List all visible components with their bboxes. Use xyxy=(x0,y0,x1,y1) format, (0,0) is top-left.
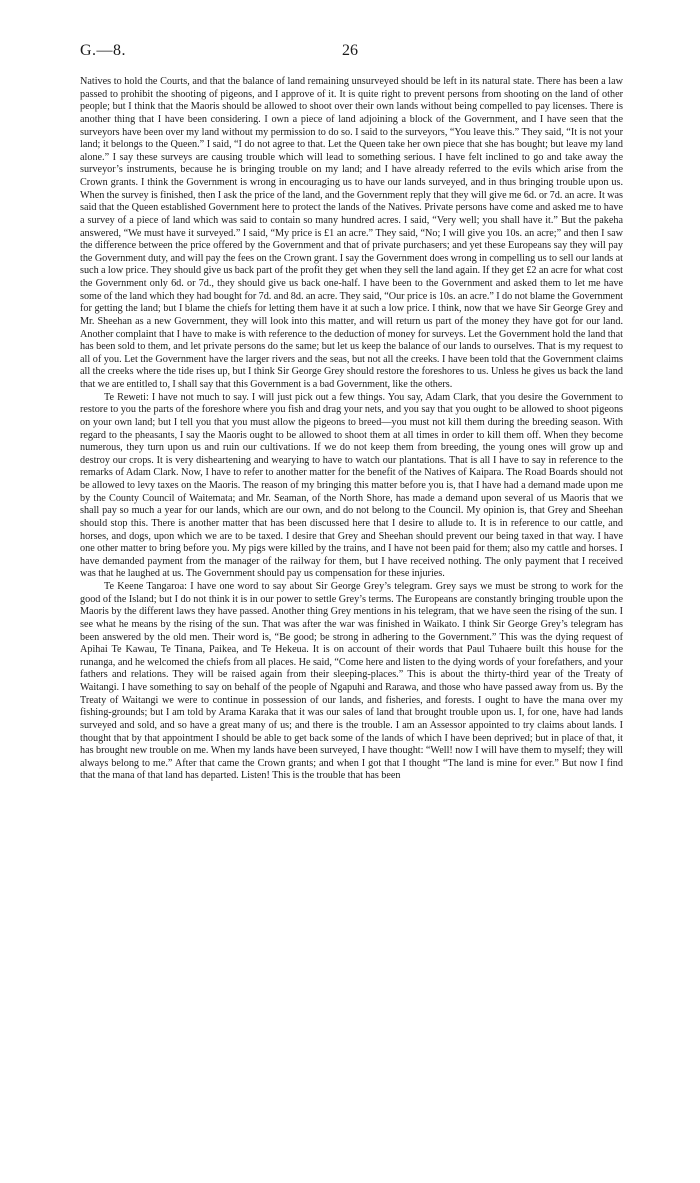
document-code: G.—8. xyxy=(80,42,127,59)
speaker-name: Te Reweti xyxy=(104,391,146,403)
page-header xyxy=(80,42,620,64)
paragraph-text: : I have not much to say. I will just pick out a few things. You say, Adam Clark, that you desire the Government to restore to you the parts of the foreshore where you fish and drag your nets, and you say that you ought to be allowed to shoot pigeons on your own land; but I tell you that you must allow the pigeons to breed—you must not kill them during the breeding season. With regard to the pheasants, I say the Maoris ought to be allowed to shoot them at all times in order to kill them off. When they become numerous, they turn upon us and ruin our cultivations. If we do not keep them from breeding, the young ones will grow up and destroy our crops. It is very disheartening and wearying to have to watch our plantations. That is all I have to say in reference to the remarks of Adam Clark. Now, I have to refer to another matter for the benefit of the Natives of Kaipara. The Road Boards should not be allowed to levy taxes on the Maoris. The reason of my bringing this matter before you is, that I have had a demand made upon me by the County Council of Waitemata; and Mr. Seaman, of the North Shore, has made a demand upon several of us Maoris that we shall pay so much a year for our lands, which are our own, and do not belong to the Council. My opinion is, that Grey and Sheehan should stop this. There is another matter that has been discussed here that I desire to allude to. It is in reference to our cattle, and horses, and dogs, upon which we are to be taxed. I desire that Grey and Sheehan should prevent our being taxed in that way. I have one other matter to bring before you. My pigs were killed by the trains, and I have not been paid for them; also my cattle and horses. I have demanded payment from the manager of the railway for them, but I have received nothing. The only payment that I received was that he laughed at us. The Government should pay us compensation for these injuries. xyxy=(80,391,623,580)
body-text xyxy=(80,76,623,783)
paragraph-text: Natives to hold the Courts, and that the balance of land remaining unsurveyed should be left in its natural state. There has been a law passed to prohibit the shooting of pigeons, and I approve of it. It is quite right to prevent persons from shooting on the land of other people; but I think that the Maoris should be allowed to shoot over their own lands without being compelled to pay licenses. There is another thing that I have been considering. I own a piece of land adjoining a block of the Government, and I have seen that the surveyors have been over my land without my permission to do so. I said to the surveyors, “You leave this.” They said, “It is not your land; it belongs to the Queen.” I said, “I do not agree to that. Let the Queen take her own piece that she has bought; but leave my land alone.” I say these surveys are causing trouble which will lead to something serious. I have felt inclined to go and take away the surveyor’s instruments, because he is bringing trouble on my land; and I have already referred to the evils which arise from the Crown grants. I think the Government is wrong in encouraging us to have our lands surveyed, and in thus bringing trouble upon us. When the survey is finished, then I ask the price of the land, and the Government reply that they will give me 6d. or 7d. an acre. It was said that the Queen established Government here to protect the lands of the Natives. Private persons have come and asked me to have a survey of a piece of land which was said to contain so many hundred acres. I said, “Very well; you shall have it.” But the pakeha answered, “We must have it surveyed.” I said, “My price is £1 an acre.” They said, “No; I will give you 10s. an acre;” and then I saw the difference between the price offered by the Government and that of private purchasers; and yet these Europeans say they will pay the Government duty, and will pay the fees on the Crown grant. I say the Government does wrong in compelling us to sell our lands at such a low price. They should give us back part of the profit they get when they sell the land again. If they get £2 an acre for what cost the Government only 6d. or 7d., they should give us back one-half. I have been to the Government and asked them to let me have some of the land which they had bought for 7d. and 8d. an acre. They said, “Our price is 10s. an acre.” I do not blame the Government for getting the land; but I blame the chiefs for letting them have it at such a low price. I think, now that we have Sir George Grey and Mr. Sheehan as a new Government, they will look into this matter, and will return us part of the money they have got for our land. Another complaint that I have to make is with reference to the deduction of money for surveys. Let the Government hold the land that has been sold to them, and let private persons do the same; but let us keep the balance of our lands to ourselves. That is my request to all of you. Let the Government have the larger rivers and the seas, but not all the creeks. I have been told that the Government claims all the creeks where the tide rises up, but I think Sir George Grey should restore the foreshores to us. Unless he gives us back the land that we are entitled to, I shall say that this Government is a bad Government, like the others. xyxy=(80,76,623,390)
speaker-name: Te Keene Tangaroa xyxy=(104,581,185,592)
paragraph-3 xyxy=(80,581,623,783)
paragraph-text: : I have one word to say about Sir George Grey’s telegram. Grey says we must be strong to work for the good of the Island; but I do not think it is in our power to settle Grey’s terms. The Europeans are constantly bringing trouble upon the Maoris by the different laws they have passed. Another thing Grey mentions in his telegram, that we have seen the rising of the sun. I see what he means by the rising of the sun. That was after the war was finished in Waikato. I think Sir George Grey’s telegram has been answered by the old men. Their word is, “Be good; be strong in adhering to the Government.” This was the dying request of Apihai Te Kawau, Te Tinana, Paikea, and Te Hekeua. It is on account of their words that Paul Tuhaere built this house for the runanga, and he welcomed the chiefs from all places. He said, “Come here and listen to the dying words of your forefathers, and your fathers and relations. They will be raised again from their sleeping-places.” This is about the thirty-third year of the Treaty of Waitangi. I have something to say on behalf of the people of Ngapuhi and Rarawa, and those who have passed away from us. By the Treaty of Waitangi we were to continue in possession of our lands, and fisheries, and forests. I ought to have the mana over my fishing-grounds; but I am told by Arama Karaka that it was our sales of land that brought trouble upon us. I, for one, have had lands surveyed and sold, and so have a great many of us; and there is the trouble. I am an Assessor appointed to try claims about lands. I thought that by that appointment I should be able to get back some of the lands of which I have been deprived; but in place of that, it has brought new trouble on me. When my lands have been surveyed, I have thought: “Well! now I will have them to myself; they will always belong to me.” After that came the Crown grants; and when I got that I thought “The land is mine for ever.” But now I find that the mana of that land has departed. Listen! This is the trouble that has been xyxy=(80,581,624,782)
page-number: 26 xyxy=(342,42,358,59)
paragraph-2 xyxy=(80,392,623,581)
paragraph-1 xyxy=(80,76,623,392)
